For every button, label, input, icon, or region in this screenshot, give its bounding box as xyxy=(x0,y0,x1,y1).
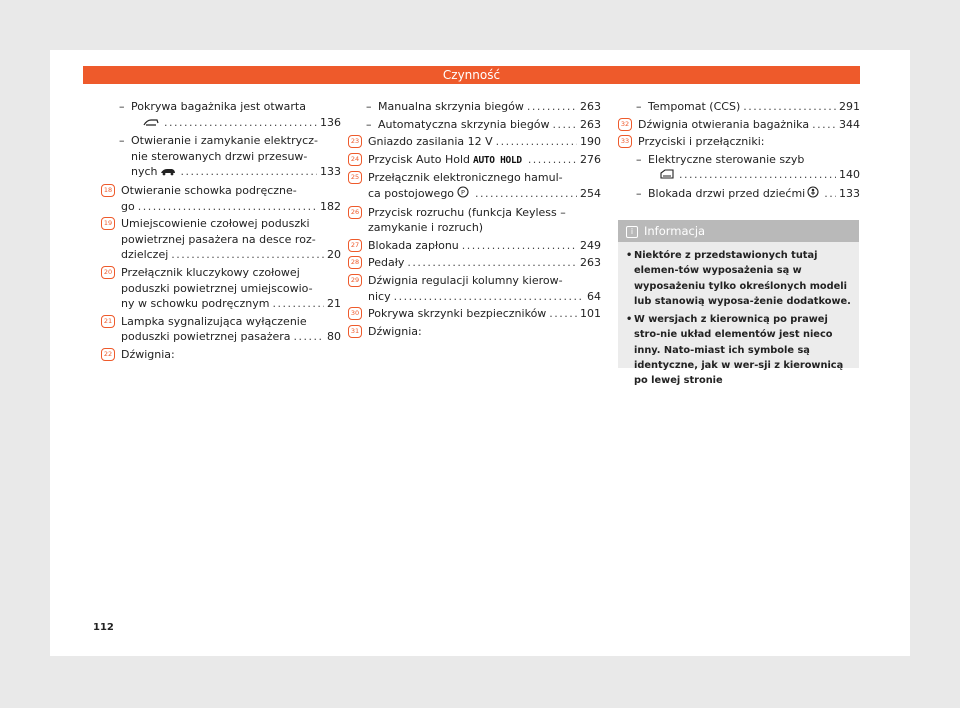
item-text-line: Dźwignia: xyxy=(368,324,422,338)
parking-brake-icon xyxy=(456,186,470,203)
item-page-line xyxy=(368,152,601,169)
child-lock-icon xyxy=(807,186,819,203)
page-reference[interactable]: 80 xyxy=(327,330,341,344)
leader-dots xyxy=(496,134,577,150)
item-page-line xyxy=(648,167,860,184)
item-number-badge: 30 xyxy=(348,307,362,320)
list-item xyxy=(103,347,341,363)
item-page-line xyxy=(131,115,341,132)
sub-item xyxy=(638,152,860,184)
sliding-door-icon xyxy=(160,165,176,181)
leader-dots xyxy=(743,99,836,115)
item-number-badge: 31 xyxy=(348,325,362,338)
item-number-badge: 33 xyxy=(618,135,632,148)
list-item xyxy=(350,306,601,322)
item-number-badge: 27 xyxy=(348,239,362,252)
list-item xyxy=(350,255,601,271)
item-text xyxy=(131,164,178,181)
item-text-line: Dźwignia regulacji kolumny kierow- xyxy=(368,273,563,287)
sub-item xyxy=(368,117,601,133)
item-number-badge: 20 xyxy=(101,266,115,279)
list-item xyxy=(350,134,601,150)
item-number-badge: 28 xyxy=(348,256,362,269)
item-page-line xyxy=(378,99,601,115)
item-text xyxy=(121,199,135,215)
item-text xyxy=(648,186,821,203)
item-text-line: Przyciski i przełączniki: xyxy=(638,135,765,149)
column-2 xyxy=(350,99,601,341)
leader-dots xyxy=(475,186,577,202)
page-reference[interactable]: 64 xyxy=(587,289,601,303)
item-page-line xyxy=(378,117,601,133)
list-item xyxy=(103,216,341,263)
item-text-line: Otwieranie schowka podręczne- xyxy=(121,183,297,197)
item-text-line: powietrznej pasażera na desce roz- xyxy=(121,232,316,246)
item-label: ca postojowego xyxy=(368,186,455,200)
leader-dots xyxy=(164,115,317,131)
item-page-line xyxy=(648,99,860,115)
item-page-line xyxy=(121,329,341,345)
leader-dots xyxy=(138,199,317,215)
item-page-line xyxy=(368,289,601,305)
item-label: Dźwignia otwierania bagażnika xyxy=(638,117,810,131)
item-page-line xyxy=(368,306,601,322)
leader-dots xyxy=(272,296,324,312)
item-number-badge: 23 xyxy=(348,135,362,148)
item-text-line: – Otwieranie i zamykanie elektrycz- xyxy=(131,134,318,148)
leader-dots xyxy=(407,255,577,271)
item-text xyxy=(378,117,550,133)
item-page-line xyxy=(121,296,341,312)
item-text xyxy=(648,99,740,115)
sub-item xyxy=(368,99,601,115)
list-item xyxy=(350,170,601,202)
item-text xyxy=(368,238,459,254)
sub-item xyxy=(121,99,341,131)
info-box xyxy=(618,220,859,387)
column-3 xyxy=(620,99,860,205)
item-label: Przycisk Auto Hold xyxy=(368,152,471,166)
item-label: Pedały xyxy=(368,256,405,270)
page-reference[interactable]: 21 xyxy=(327,297,341,311)
item-label: Manualna skrzynia biegów xyxy=(378,100,524,113)
leader-dots xyxy=(812,117,836,133)
svg-text:P: P xyxy=(461,188,466,197)
item-text xyxy=(131,115,161,132)
column-1 xyxy=(103,99,341,365)
item-number-badge: 18 xyxy=(101,184,115,197)
page-reference[interactable]: 249 xyxy=(580,238,601,252)
item-page-line xyxy=(368,238,601,254)
item-text xyxy=(368,255,404,271)
leader-dots xyxy=(824,186,836,202)
leader-dots xyxy=(181,164,317,180)
leader-dots xyxy=(553,117,577,133)
item-label: Blokada drzwi przed dziećmi xyxy=(648,186,806,200)
sub-item xyxy=(121,133,341,181)
page-reference[interactable]: 182 xyxy=(320,199,341,213)
list-item xyxy=(103,314,341,345)
item-text xyxy=(368,289,391,305)
leader-dots xyxy=(462,238,577,254)
item-text xyxy=(368,306,546,322)
leader-dots xyxy=(294,329,324,345)
page-reference[interactable]: 133 xyxy=(320,165,341,179)
item-label: Blokada zapłonu xyxy=(368,238,459,252)
list-item xyxy=(620,134,860,150)
item-text-line: Przełącznik elektronicznego hamul- xyxy=(368,171,563,185)
list-item xyxy=(620,117,860,133)
list-item xyxy=(103,183,341,214)
page-reference[interactable]: 291 xyxy=(839,100,860,113)
page-number: 112 xyxy=(93,622,114,633)
leader-dots xyxy=(679,167,836,183)
info-icon: i xyxy=(626,226,638,238)
item-number-badge: 26 xyxy=(348,206,362,219)
window-icon xyxy=(660,168,674,184)
section-header: Czynność xyxy=(83,66,860,84)
info-bullet: • W wersjach z kierownicą po prawej stro-nie układ elementów jest nieco inny. Nato-miast ich symbole są identyczne, jak w wer-sji z kierownicą po lewej stronie xyxy=(626,312,851,388)
info-list xyxy=(626,248,851,389)
item-text-line: Lampka sygnalizująca wyłączenie xyxy=(121,314,307,328)
item-label: Pokrywa skrzynki bezpieczników xyxy=(368,307,547,321)
item-page-line xyxy=(368,255,601,271)
list-item xyxy=(350,205,601,236)
item-page-line xyxy=(638,117,860,133)
item-page-line xyxy=(121,199,341,215)
leader-dots xyxy=(171,247,324,263)
info-title: Informacja xyxy=(644,224,706,238)
item-text xyxy=(368,152,525,169)
list-item xyxy=(350,238,601,254)
info-box-header xyxy=(618,220,859,242)
item-page-line xyxy=(368,134,601,150)
list-item xyxy=(350,324,601,340)
item-label: nych xyxy=(131,165,158,179)
sub-item xyxy=(638,186,860,203)
list-item xyxy=(350,273,601,304)
page-reference[interactable]: 263 xyxy=(580,256,601,270)
trunk-open-icon xyxy=(143,116,159,132)
item-label: dzielczej xyxy=(121,248,169,262)
page-reference[interactable]: 254 xyxy=(580,186,601,200)
item-text-line: Przycisk rozruchu (funkcja Keyless – xyxy=(368,205,566,219)
item-label: poduszki powietrznej pasażera xyxy=(121,330,291,344)
page-reference[interactable]: 101 xyxy=(580,307,601,321)
item-text xyxy=(368,186,472,203)
item-text xyxy=(121,296,269,312)
item-text xyxy=(121,329,291,345)
item-text xyxy=(638,117,809,133)
item-text-line: poduszki powietrznej umiejscowio- xyxy=(121,281,313,295)
sub-item xyxy=(638,99,860,115)
item-number-badge: 24 xyxy=(348,153,362,166)
item-text xyxy=(648,167,676,184)
item-text-line: zamykanie i rozruch) xyxy=(368,221,484,235)
item-label: Tempomat (CCS) xyxy=(648,100,741,113)
item-number-badge: 29 xyxy=(348,274,362,287)
item-page-line xyxy=(648,186,860,203)
item-text-line: – Elektryczne sterowanie szyb xyxy=(648,152,805,166)
item-page-line xyxy=(131,164,341,181)
item-page-line xyxy=(368,186,601,203)
page-reference[interactable]: 133 xyxy=(839,186,860,200)
leader-dots xyxy=(528,152,577,168)
page-reference[interactable]: 344 xyxy=(839,117,860,131)
page-reference[interactable]: 140 xyxy=(839,168,860,182)
auto-hold-symbol: AUTO HOLD xyxy=(473,154,522,166)
item-text-line: nie sterowanych drzwi przesuw- xyxy=(131,149,308,163)
item-number-badge: 21 xyxy=(101,315,115,328)
item-number-badge: 22 xyxy=(101,348,115,361)
item-text-line: Umiejscowienie czołowej poduszki xyxy=(121,217,310,231)
page-reference[interactable]: 263 xyxy=(580,117,601,131)
item-page-line xyxy=(121,247,341,263)
list-item xyxy=(350,152,601,169)
item-label: nicy xyxy=(368,289,391,303)
page-reference[interactable]: 276 xyxy=(580,152,601,166)
leader-dots xyxy=(394,289,584,305)
item-text-line: Przełącznik kluczykowy czołowej xyxy=(121,265,300,279)
info-bullet: • Niektóre z przedstawionych tutaj elemen-tów wyposażenia są w wyposażeniu tylko określonych modeli lub stanowią wyposa-żenie dodatkowe. xyxy=(626,248,851,309)
item-text-line: – Pokrywa bagażnika jest otwarta xyxy=(131,100,306,113)
item-label: Automatyczna skrzynia biegów xyxy=(378,117,550,131)
item-label: Gniazdo zasilania 12 V xyxy=(368,135,493,149)
page-reference[interactable]: 20 xyxy=(327,248,341,262)
page-reference[interactable]: 190 xyxy=(580,135,601,149)
leader-dots xyxy=(549,306,577,322)
item-text xyxy=(121,247,168,263)
list-item xyxy=(103,265,341,312)
item-text xyxy=(378,99,524,115)
page-reference[interactable]: 263 xyxy=(580,100,601,113)
item-label: go xyxy=(121,199,135,213)
item-number-badge: 32 xyxy=(618,118,632,131)
page-reference[interactable]: 136 xyxy=(320,115,341,129)
item-number-badge: 19 xyxy=(101,217,115,230)
item-text xyxy=(368,134,493,150)
leader-dots xyxy=(527,99,577,115)
item-text-line: Dźwignia: xyxy=(121,347,175,361)
item-label: ny w schowku podręcznym xyxy=(121,297,270,311)
item-number-badge: 25 xyxy=(348,171,362,184)
